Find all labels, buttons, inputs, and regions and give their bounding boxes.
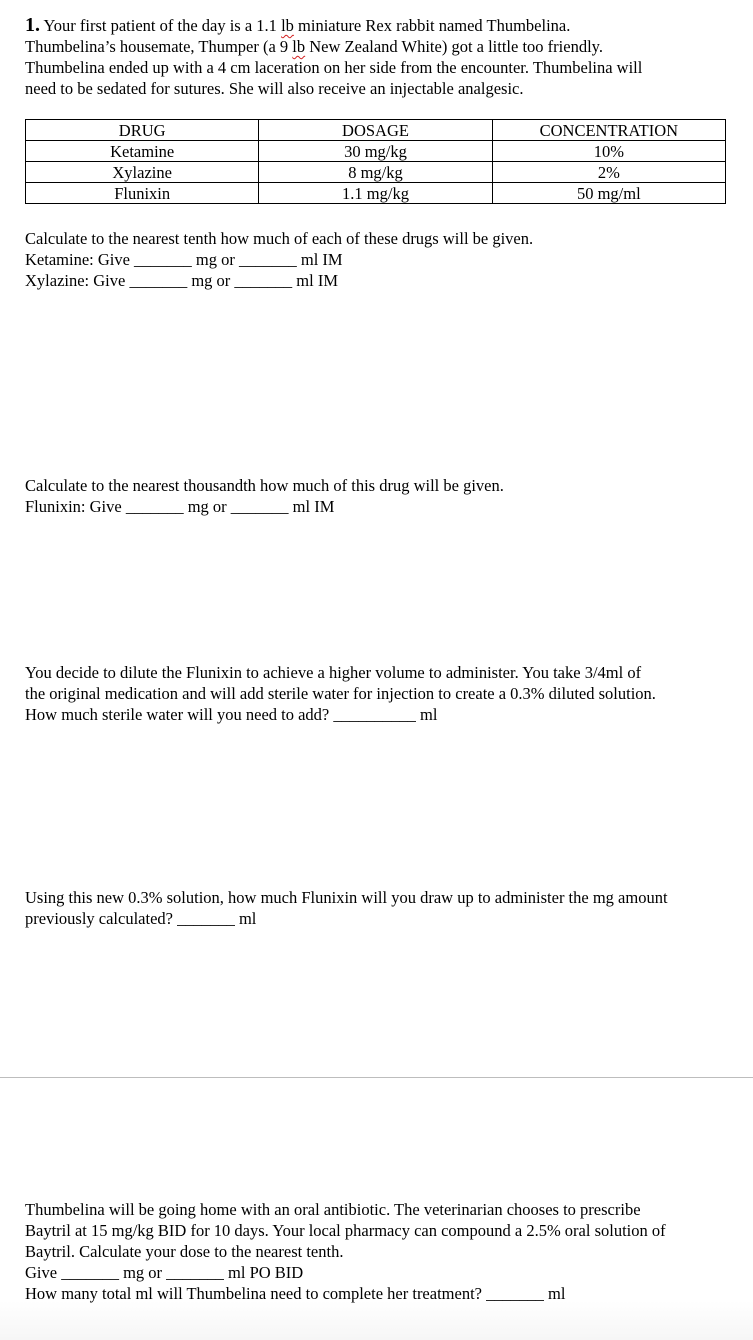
table-row bbox=[26, 183, 726, 204]
answer-line-total-volume: How many total ml will Thumbelina need to complete her treatment? _______ ml bbox=[25, 1284, 566, 1303]
answer-line-sterile-water: How much sterile water will you need to add? __________ ml bbox=[25, 705, 438, 724]
cell-dosage: 1.1 mg/kg bbox=[259, 183, 492, 204]
header-drug: DRUG bbox=[26, 120, 259, 141]
question-text: Using this new 0.3% solution, how much Flunixin will you draw up to administer the mg amount bbox=[25, 888, 668, 907]
question-text: Thumbelina will be going home with an oral antibiotic. The veterinarian chooses to prescribe bbox=[25, 1200, 641, 1219]
table-header-row bbox=[26, 120, 726, 141]
question-baytril bbox=[25, 1199, 735, 1304]
intro-line-3: Thumbelina ended up with a 4 cm laceration on her side from the encounter. Thumbelina will bbox=[25, 58, 643, 77]
intro-paragraph bbox=[25, 15, 735, 99]
answer-line-diluted-volume: previously calculated? _______ ml bbox=[25, 909, 257, 928]
spelling-flag-lb: lb bbox=[292, 37, 306, 56]
cell-concentration: 10% bbox=[492, 141, 725, 162]
question-number: 1. bbox=[25, 14, 40, 36]
cell-drug: Xylazine bbox=[26, 162, 259, 183]
header-concentration: CONCENTRATION bbox=[492, 120, 725, 141]
table-row bbox=[26, 162, 726, 183]
spelling-flag-lb: lb bbox=[281, 16, 294, 35]
question-dilution bbox=[25, 662, 735, 725]
intro-line-2: Thumbelina’s housemate, Thumper (a 9 lb New Zealand White) got a little too friendly. bbox=[25, 37, 603, 56]
question-text: You decide to dilute the Flunixin to achieve a higher volume to administer. You take 3/4ml of bbox=[25, 663, 642, 682]
question-sedation-doses bbox=[25, 228, 735, 291]
cell-dosage: 8 mg/kg bbox=[259, 162, 492, 183]
cell-drug: Flunixin bbox=[26, 183, 259, 204]
intro-line-1: 1. Your first patient of the day is a 1.1 lb miniature Rex rabbit named Thumbelina. bbox=[25, 14, 571, 36]
question-flunixin-dose bbox=[25, 475, 735, 517]
cell-concentration: 2% bbox=[492, 162, 725, 183]
question-text: Baytril at 15 mg/kg BID for 10 days. Your local pharmacy can compound a 2.5% oral solution of bbox=[25, 1221, 666, 1240]
answer-line-flunixin: Flunixin: Give _______ mg or _______ ml IM bbox=[25, 497, 335, 516]
header-dosage: DOSAGE bbox=[259, 120, 492, 141]
cell-dosage: 30 mg/kg bbox=[259, 141, 492, 162]
answer-line-ketamine: Ketamine: Give _______ mg or _______ ml IM bbox=[25, 250, 343, 269]
question-text: Calculate to the nearest thousandth how much of this drug will be given. bbox=[25, 476, 504, 495]
answer-line-baytril-dose: Give _______ mg or _______ ml PO BID bbox=[25, 1263, 304, 1282]
drug-table bbox=[25, 119, 726, 204]
question-text: the original medication and will add sterile water for injection to create a 0.3% diluted solution. bbox=[25, 684, 656, 703]
question-text: Baytril. Calculate your dose to the nearest tenth. bbox=[25, 1242, 344, 1261]
table-row bbox=[26, 141, 726, 162]
question-diluted-volume bbox=[25, 887, 735, 929]
cell-concentration: 50 mg/ml bbox=[492, 183, 725, 204]
cell-drug: Ketamine bbox=[26, 141, 259, 162]
question-text: Calculate to the nearest tenth how much of each of these drugs will be given. bbox=[25, 229, 534, 248]
intro-line-4: need to be sedated for sutures. She will also receive an injectable analgesic. bbox=[25, 79, 524, 98]
answer-line-xylazine: Xylazine: Give _______ mg or _______ ml IM bbox=[25, 271, 339, 290]
